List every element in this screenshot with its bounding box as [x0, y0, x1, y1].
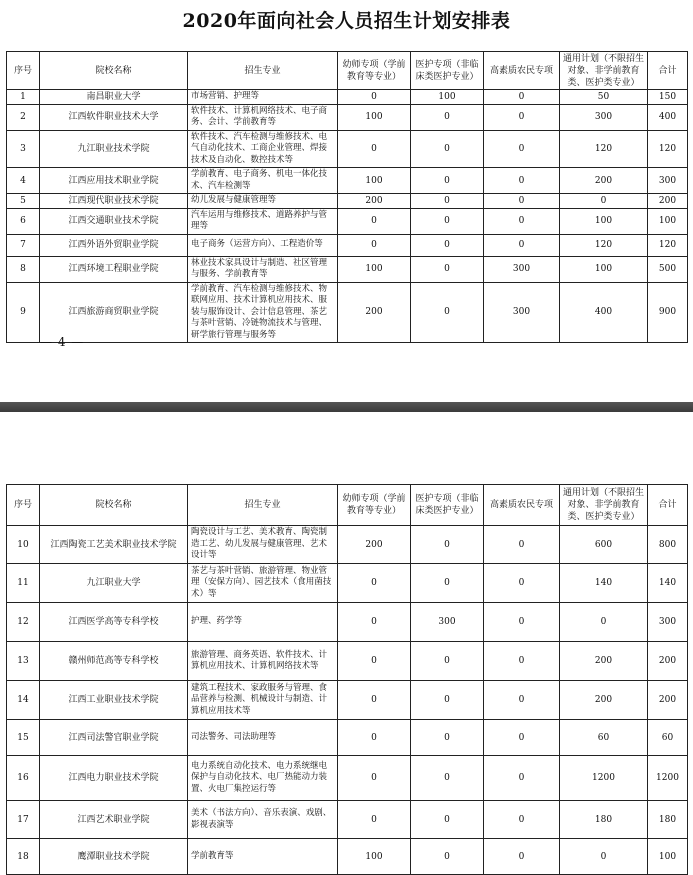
cell-seq: 9: [7, 282, 40, 343]
cell-farmer: 0: [484, 104, 560, 130]
cell-preschool: 100: [338, 839, 411, 875]
cell-farmer: 0: [484, 234, 560, 256]
cell-school: 江西应用技术职业学院: [40, 168, 188, 194]
table-header-row: [7, 52, 688, 90]
cell-general: 120: [560, 130, 648, 168]
cell-preschool: 200: [338, 282, 411, 343]
cell-total: 1200: [648, 756, 688, 801]
cell-seq: 1: [7, 90, 40, 105]
cell-farmer: 0: [484, 526, 560, 564]
table-header-row: [7, 485, 688, 526]
table-row: [7, 642, 688, 681]
cell-major: 陶瓷设计与工艺、美术教育、陶瓷制造工艺、幼儿发展与健康管理、艺术设计等: [188, 526, 338, 564]
table-row: [7, 526, 688, 564]
cell-nursing: 0: [411, 756, 484, 801]
table-row: [7, 681, 688, 720]
cell-school: 江西艺术职业学院: [40, 801, 188, 839]
cell-preschool: 0: [338, 720, 411, 756]
cell-farmer: 0: [484, 168, 560, 194]
cell-major: 旅游管理、商务英语、软件技术、计算机应用技术、计算机网络技术等: [188, 642, 338, 681]
cell-preschool: 0: [338, 208, 411, 234]
cell-preschool: 0: [338, 234, 411, 256]
cell-seq: 14: [7, 681, 40, 720]
cell-major: 美术（书法方向）、音乐表演、戏剧、影视表演等: [188, 801, 338, 839]
cell-farmer: 0: [484, 194, 560, 209]
cell-nursing: 0: [411, 839, 484, 875]
cell-school: 九江职业技术学院: [40, 130, 188, 168]
column-header-general: 通用计划（不限招生对象、非学前教育类、医护类专业）: [560, 485, 648, 526]
cell-general: 100: [560, 256, 648, 282]
column-header-total: 合计: [648, 485, 688, 526]
plan-table-page-5: [6, 484, 688, 875]
cell-general: 100: [560, 208, 648, 234]
cell-nursing: 0: [411, 720, 484, 756]
cell-seq: 5: [7, 194, 40, 209]
cell-seq: 15: [7, 720, 40, 756]
cell-seq: 8: [7, 256, 40, 282]
cell-major: 护理、药学等: [188, 603, 338, 642]
column-header-nursing: 医护专项（非临床类医护专业）: [411, 52, 484, 90]
cell-school: 江西外语外贸职业学院: [40, 234, 188, 256]
cell-seq: 4: [7, 168, 40, 194]
cell-preschool: 0: [338, 130, 411, 168]
cell-school: 赣州师范高等专科学校: [40, 642, 188, 681]
cell-major: 学前教育等: [188, 839, 338, 875]
cell-nursing: 0: [411, 801, 484, 839]
cell-total: 120: [648, 234, 688, 256]
cell-nursing: 0: [411, 130, 484, 168]
cell-farmer: 0: [484, 130, 560, 168]
column-header-seq: 序号: [7, 52, 40, 90]
cell-preschool: 0: [338, 603, 411, 642]
cell-general: 0: [560, 839, 648, 875]
cell-school: 江西工业职业技术学院: [40, 681, 188, 720]
cell-total: 140: [648, 564, 688, 603]
column-header-nursing: 医护专项（非临床类医护专业）: [411, 485, 484, 526]
cell-farmer: 0: [484, 801, 560, 839]
cell-seq: 6: [7, 208, 40, 234]
column-header-preschool: 幼师专项（学前教育等专业）: [338, 485, 411, 526]
cell-preschool: 0: [338, 801, 411, 839]
cell-major: 幼儿发展与健康管理等: [188, 194, 338, 209]
cell-school: 江西陶瓷工艺美术职业技术学院: [40, 526, 188, 564]
cell-preschool: 0: [338, 681, 411, 720]
cell-total: 300: [648, 603, 688, 642]
cell-seq: 7: [7, 234, 40, 256]
cell-total: 150: [648, 90, 688, 105]
table-row: [7, 104, 688, 130]
table-row: [7, 282, 688, 343]
cell-farmer: 0: [484, 839, 560, 875]
cell-preschool: 100: [338, 256, 411, 282]
cell-total: 500: [648, 256, 688, 282]
cell-total: 800: [648, 526, 688, 564]
table-row: [7, 208, 688, 234]
table-row: [7, 234, 688, 256]
cell-seq: 18: [7, 839, 40, 875]
table-row: [7, 603, 688, 642]
plan-table-page-4: [6, 51, 688, 343]
cell-farmer: 0: [484, 90, 560, 105]
cell-general: 600: [560, 526, 648, 564]
column-header-major: 招生专业: [188, 485, 338, 526]
cell-general: 50: [560, 90, 648, 105]
cell-general: 120: [560, 234, 648, 256]
column-header-school: 院校名称: [40, 52, 188, 90]
cell-general: 300: [560, 104, 648, 130]
page-separator: [0, 402, 693, 412]
cell-seq: 13: [7, 642, 40, 681]
cell-general: 140: [560, 564, 648, 603]
cell-preschool: 0: [338, 564, 411, 603]
column-header-general: 通用计划（不限招生对象、非学前教育类、医护类专业）: [560, 52, 648, 90]
cell-nursing: 0: [411, 208, 484, 234]
page-number: — 4 —: [40, 335, 85, 349]
cell-nursing: 0: [411, 642, 484, 681]
table-row: [7, 130, 688, 168]
cell-total: 200: [648, 681, 688, 720]
cell-nursing: 0: [411, 681, 484, 720]
cell-nursing: 0: [411, 104, 484, 130]
cell-seq: 17: [7, 801, 40, 839]
cell-seq: 10: [7, 526, 40, 564]
cell-school: 江西环境工程职业学院: [40, 256, 188, 282]
cell-total: 300: [648, 168, 688, 194]
cell-major: 学前教育、电子商务、机电一体化技术、汽车检测等: [188, 168, 338, 194]
column-header-farmer: 高素质农民专项: [484, 52, 560, 90]
cell-major: 电力系统自动化技术、电力系统继电保护与自动化技术、电厂热能动力装置、火电厂集控运行等: [188, 756, 338, 801]
cell-nursing: 100: [411, 90, 484, 105]
cell-seq: 16: [7, 756, 40, 801]
cell-farmer: 0: [484, 642, 560, 681]
cell-nursing: 300: [411, 603, 484, 642]
cell-preschool: 0: [338, 90, 411, 105]
cell-total: 900: [648, 282, 688, 343]
cell-nursing: 0: [411, 564, 484, 603]
cell-major: 学前教育、汽车检测与维修技术、物联网应用、技术计算机应用技术、服装与服饰设计、会计信息管理、茶艺与茶叶营销、冷链物流技术与管理、研学旅行管理与服务等: [188, 282, 338, 343]
table-row: [7, 564, 688, 603]
cell-total: 180: [648, 801, 688, 839]
cell-seq: 3: [7, 130, 40, 168]
cell-preschool: 200: [338, 526, 411, 564]
cell-seq: 11: [7, 564, 40, 603]
column-header-preschool: 幼师专项（学前教育等专业）: [338, 52, 411, 90]
cell-farmer: 0: [484, 681, 560, 720]
column-header-seq: 序号: [7, 485, 40, 526]
table-row: [7, 256, 688, 282]
cell-farmer: 0: [484, 720, 560, 756]
cell-nursing: 0: [411, 194, 484, 209]
cell-farmer: 300: [484, 282, 560, 343]
cell-general: 400: [560, 282, 648, 343]
cell-general: 200: [560, 168, 648, 194]
column-header-school: 院校名称: [40, 485, 188, 526]
cell-preschool: 100: [338, 104, 411, 130]
cell-farmer: 0: [484, 564, 560, 603]
cell-general: 180: [560, 801, 648, 839]
cell-major: 软件技术、计算机网络技术、电子商务、会计、学前教育等: [188, 104, 338, 130]
table-row: [7, 839, 688, 875]
cell-general: 200: [560, 681, 648, 720]
cell-preschool: 0: [338, 756, 411, 801]
cell-general: 60: [560, 720, 648, 756]
cell-general: 0: [560, 194, 648, 209]
cell-farmer: 0: [484, 756, 560, 801]
cell-total: 120: [648, 130, 688, 168]
cell-major: 电子商务（运营方向）、工程造价等: [188, 234, 338, 256]
cell-total: 100: [648, 208, 688, 234]
cell-general: 200: [560, 642, 648, 681]
cell-preschool: 0: [338, 642, 411, 681]
cell-school: 江西电力职业技术学院: [40, 756, 188, 801]
cell-school: 南昌职业大学: [40, 90, 188, 105]
cell-school: 江西软件职业技术大学: [40, 104, 188, 130]
cell-school: 江西旅游商贸职业学院: [40, 282, 188, 343]
cell-general: 0: [560, 603, 648, 642]
cell-total: 200: [648, 642, 688, 681]
column-header-major: 招生专业: [188, 52, 338, 90]
cell-general: 1200: [560, 756, 648, 801]
cell-major: 建筑工程技术、家政服务与管理、食品营养与检测、机械设计与制造、计算机应用技术等: [188, 681, 338, 720]
document-title: 2020年面向社会人员招生计划安排表: [182, 10, 511, 32]
cell-major: 软件技术、汽车检测与维修技术、电气自动化技术、工商企业管理、焊接技术及自动化、数控技术等: [188, 130, 338, 168]
cell-major: 汽车运用与维修技术、道路养护与管理等: [188, 208, 338, 234]
cell-nursing: 0: [411, 234, 484, 256]
cell-major: 林业技术家具设计与制造、社区管理与服务、学前教育等: [188, 256, 338, 282]
cell-total: 200: [648, 194, 688, 209]
cell-school: 江西交通职业技术学院: [40, 208, 188, 234]
cell-nursing: 0: [411, 526, 484, 564]
cell-total: 400: [648, 104, 688, 130]
cell-nursing: 0: [411, 256, 484, 282]
cell-total: 60: [648, 720, 688, 756]
cell-nursing: 0: [411, 168, 484, 194]
cell-school: 九江职业大学: [40, 564, 188, 603]
cell-school: 江西医学高等专科学校: [40, 603, 188, 642]
table-row: [7, 720, 688, 756]
cell-major: 市场营销、护理等: [188, 90, 338, 105]
cell-nursing: 0: [411, 282, 484, 343]
table-row: [7, 90, 688, 105]
cell-total: 100: [648, 839, 688, 875]
cell-major: 茶艺与茶叶营销、旅游管理、物业管理（安保方向）、园艺技术（食用菌技术）等: [188, 564, 338, 603]
cell-preschool: 200: [338, 194, 411, 209]
column-header-total: 合计: [648, 52, 688, 90]
table-row: [7, 194, 688, 209]
table-row: [7, 168, 688, 194]
cell-school: 江西现代职业技术学院: [40, 194, 188, 209]
cell-school: 江西司法警官职业学院: [40, 720, 188, 756]
cell-seq: 2: [7, 104, 40, 130]
cell-preschool: 100: [338, 168, 411, 194]
cell-seq: 12: [7, 603, 40, 642]
column-header-farmer: 高素质农民专项: [484, 485, 560, 526]
cell-farmer: 0: [484, 603, 560, 642]
cell-school: 鹰潭职业技术学院: [40, 839, 188, 875]
cell-farmer: 0: [484, 208, 560, 234]
cell-major: 司法警务、司法助理等: [188, 720, 338, 756]
table-row: [7, 756, 688, 801]
table-row: [7, 801, 688, 839]
cell-farmer: 300: [484, 256, 560, 282]
